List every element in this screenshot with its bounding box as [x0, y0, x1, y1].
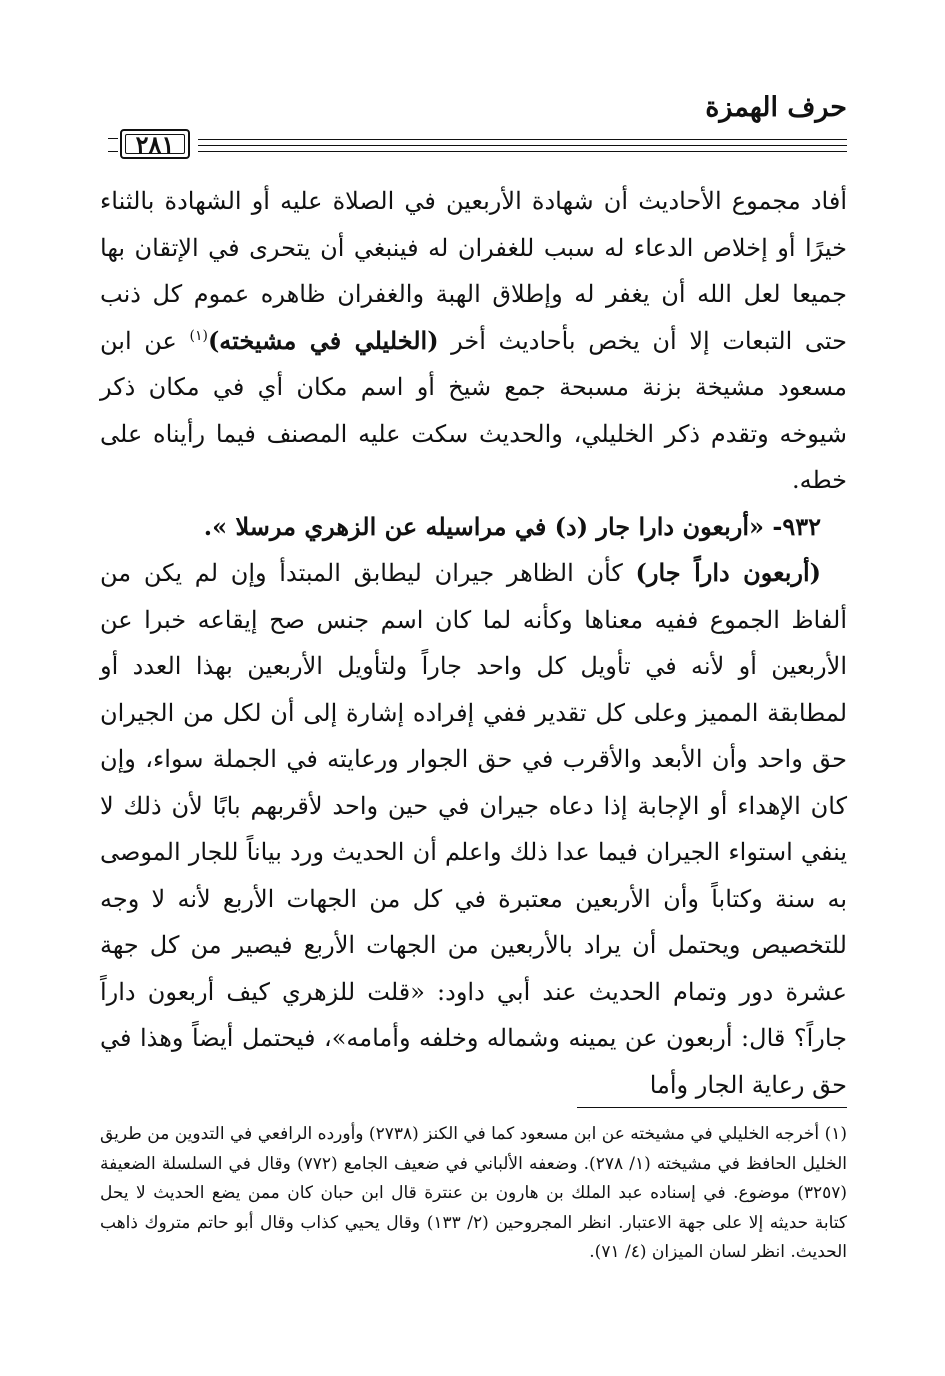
main-text: [100, 178, 847, 1108]
footnotes: [100, 1120, 847, 1268]
header-rule-line: [198, 139, 847, 140]
header-rule-end: [108, 138, 118, 152]
header-rule: [108, 128, 847, 160]
hadith-heading: ٩٣٢- «أربعون دارا جار (د) في مراسيله عن الزهري مرسلا ».: [203, 511, 821, 541]
footnote-separator: [577, 1107, 847, 1108]
header-rule-line: [198, 151, 847, 152]
page-number-text: ٢٨١: [135, 129, 175, 159]
footnote: (١) أخرجه الخليلي في مشيخته عن ابن مسعود كما في الكنز (٢٧٣٨) وأورده الرافعي في التدوين من طريق الخليل الحافظ في مشيخته (١/ ٢٧٨). وضعفه الألباني في ضعيف الجامع (٧٧٢) وقال في السلسلة الضعيفة (٣٢٥٧) موضوع. في إسناده عبد الملك بن هارون بن عنترة قال ابن حبان كان ممن يضع الحديث لا يحل كتابة حديثه إلا على جهة الاعتبار. انظر المجروحين (٢/ ١٣٣) وقال يحيي كذاب وقال أبو حاتم متروك ذاهب الحديث. انظر لسان الميزان (٤/ ٧١).: [100, 1124, 848, 1262]
source-citation: (الخليلي في مشيخته): [207, 325, 439, 355]
paragraph: (أربعون داراً جار) كأن الظاهر جيران ليطابق المبتدأ وإن لم يكن من ألفاظ الجموع ففيه معناها وكأنه لما كان اسم جنس صح إيقاعه خبرا عن الأربعين أو لأنه في تأويل كل واحد جاراً ولتأويل الأربعين بهذا العدد أو لمطابقة المميز وعلى كل تقدير ففي إفراده إشارة إلى أن لكل من الجيران حق واحد وأن الأبعد والأقرب في حق الجوار ورعايته في الجملة سواء، وإن كان الإهداء أو الإجابة إذا دعاه جيران في حين واحد لأقربهم بابًا لأن ذلك لا ينفي استواء الجيران فيما عدا ذلك واعلم أن الحديث ورد بياناً للجار الموصى به سنة وكتاباً وأن الأربعين معتبرة في كل من الجهات الأربع لأنه لا وجه للتخصيص ويحتمل أن يراد بالأربعين من الجهات الأربع فيصير من كل جهة عشرة دور وتمام الحديث عند أبي داود: «قلت للزهري كيف أربعون داراً جاراً؟ قال: أربعون عن يمينه وشماله وخلفه وأمامه»، فيحتمل أيضاً وهذا في حق رعاية الجار وأما: [100, 558, 847, 1099]
chapter-title: حرف الهمزة: [705, 92, 847, 123]
header-rule-line: [198, 145, 847, 146]
hadith-lead: (أربعون داراً جار): [635, 558, 822, 587]
paragraph: أفاد مجموع الأحاديث أن شهادة الأربعين في الصلاة عليه أو الشهادة بالثناء خيرًا أو إخلاص الدعاء له سبب للغفران له فينبغي أن يتحرى في الإتقان بها جميعا لعل الله أن يغفر له وإطلاق الهبة والغفران ظاهره عموم كل ذنب حتى التبعات إلا أن يخص بأحاديث أخر (الخليلي في مشيخته)$^{(١)}$ عن ابن مسعود مشيخة بزنة مسبحة جمع شيخ أو اسم مكان أي في مكان ذكر شيوخه وتقدم ذكر الخليلي، والحديث سكت عليه المصنف فيما رأيناه على خطه.: [100, 187, 847, 494]
page-number: [120, 129, 190, 159]
footnote-marker[interactable]: (١): [189, 327, 208, 344]
